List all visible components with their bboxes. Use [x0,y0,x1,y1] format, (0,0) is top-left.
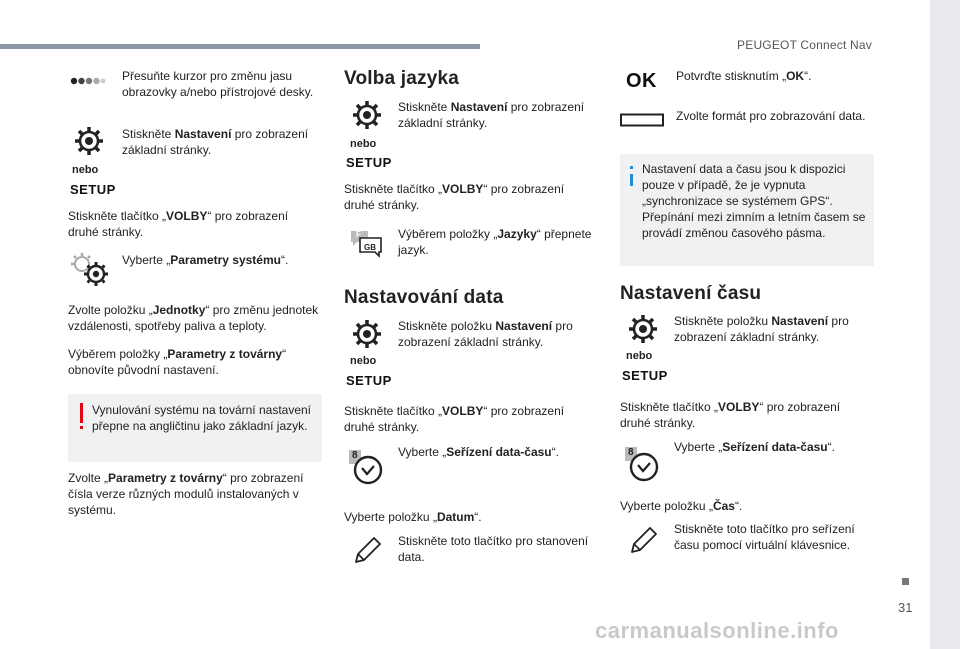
col2-para5: Stiskněte tlačítko „VOLBY“ pro zobrazení druhé stránky. [344,404,565,434]
or-label: nebo [350,355,377,367]
col3-step1: Potvrďte stisknutím „OK“. [676,69,812,83]
side-tab [930,0,960,649]
col1-para5: Zvolte položku „Jednotky“ pro změnu jednotek vzdálenosti, spotřeby paliva a teploty. [68,303,319,333]
col1-para3: Stiskněte tlačítko „VOLBY“ pro zobrazení druhé stránky. [68,209,289,239]
info-dot [630,166,633,169]
col2-para7: Vyberte položku „Datum“. [344,510,482,524]
or-label: nebo [626,350,653,362]
watermark: carmanualsonline.info [595,618,839,643]
setup-button-label: SETUP [346,155,392,170]
header-rule [0,44,480,49]
col1-para7: Zvolte „Parametry z továrny“ pro zobrazení čísla verze různých modulů instalovaných v systému. [68,471,304,517]
col3-step7: Stiskněte toto tlačítko pro seřízení času pomocí virtuální klávesnice. [674,522,855,552]
date-format-bar-icon [620,113,664,127]
header-title: PEUGEOT Connect Nav [737,38,872,52]
col2-step6: Vyberte „Seřízení data-času“. [398,445,559,459]
settings-gear-icon [74,126,104,156]
warning-dot [80,426,83,429]
col2-para2: Stiskněte tlačítko „VOLBY“ pro zobrazení druhé stránky. [344,182,565,212]
col1-para6: Výběrem položky „Parametry z továrny“ obnovíte původní nastavení. [68,347,287,377]
setup-button-label: SETUP [70,182,116,197]
flag-label-top: F [356,230,361,239]
or-label: nebo [350,138,377,150]
clock-badge: 8 [628,447,634,458]
col3-para4: Stiskněte tlačítko „VOLBY“ pro zobrazení druhé stránky. [620,400,841,430]
col2-step8: Stiskněte toto tlačítko pro stanovení data. [398,534,589,564]
page-number: 31 [898,600,913,615]
settings-gear-icon [628,314,658,344]
brightness-dots-icon [70,76,106,86]
col1-step1: Přesuňte kurzor pro změnu jasu obrazovky a/nebo přístrojové desky. [122,69,314,99]
page-marker [902,578,909,585]
warning-text: Vynulování systému na tovární nastavení přepne na angličtinu jako základní jazyk. [92,403,312,433]
warning-bar [80,403,83,423]
setup-button-label: SETUP [346,373,392,388]
info-bar [630,174,633,186]
pencil-icon [628,524,658,556]
col1-step2: Stiskněte Nastavení pro zobrazení základní stránky. [122,127,309,157]
col3-step2: Zvolte formát pro zobrazování data. [676,109,866,123]
col3-para6: Vyberte položku „Čas“. [620,499,743,513]
ok-icon: OK [626,70,657,92]
col1-step4: Vyberte „Parametry systému“. [122,253,289,267]
system-settings-gears-icon [70,252,110,288]
heading-time: Nastavení času [620,283,762,304]
col2-step4: Stiskněte položku Nastavení pro zobrazení základní stránky. [398,319,573,349]
col3-step3: Stiskněte položku Nastavení pro zobrazení základní stránky. [674,314,849,344]
heading-date: Nastavování data [344,287,504,308]
settings-gear-icon [352,100,382,130]
settings-gear-icon [352,319,382,349]
pencil-icon [352,534,382,566]
flag-label-bottom: GB [364,243,376,252]
col2-step1: Stiskněte Nastavení pro zobrazení základní stránky. [398,100,585,130]
col3-step5: Vyberte „Seřízení data-času“. [674,440,835,454]
col2-step3: Výběrem položky „Jazyky“ přepnete jazyk. [398,227,592,257]
or-label: nebo [72,164,99,176]
info-text: Nastavení data a času jsou k dispozici pouze v případě, že je vypnuta „synchronizace se systémem GPS“. Přepínání mezi zimním a letním časem se provádí změnou časového pásma. [642,162,866,240]
clock-badge: 8 [352,450,358,461]
heading-language: Volba jazyka [344,68,460,89]
setup-button-label: SETUP [622,368,668,383]
